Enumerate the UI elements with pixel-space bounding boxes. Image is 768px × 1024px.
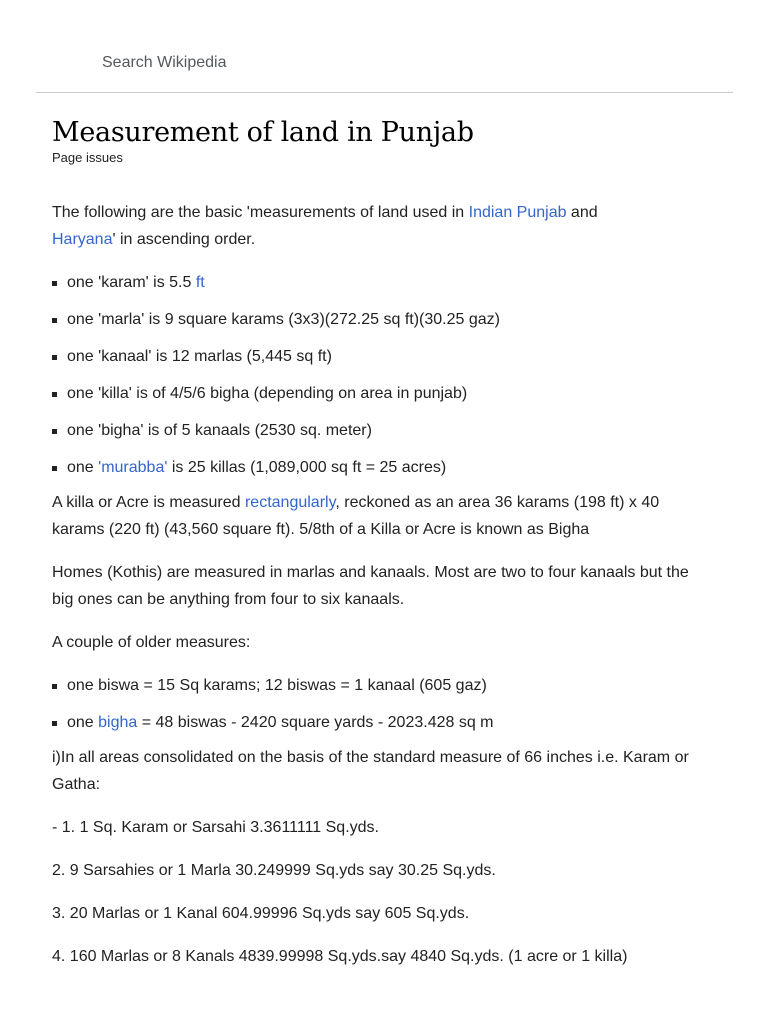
intro-paragraph bbox=[52, 199, 712, 253]
list-item-text: one 'killa' is of 4/5/6 bigha (depending on area in punjab) bbox=[67, 385, 468, 402]
ft-link[interactable]: ft bbox=[195, 274, 205, 291]
list-item-text: one biswa = 15 Sq karams; 12 biswas = 1 kanaal (605 gaz) bbox=[67, 677, 487, 694]
older-measures-heading: A couple of older measures: bbox=[52, 634, 251, 651]
list-item bbox=[52, 454, 712, 481]
murabba-link[interactable]: 'murabba' bbox=[98, 459, 168, 476]
measure-step-4: 4. 160 Marlas or 8 Kanals 4839.99998 Sq.yds.say 4840 Sq.yds. (1 acre or 1 killa) bbox=[52, 948, 628, 965]
list-item-text-post: = 48 biswas - 2420 square yards - 2023.428 sq m bbox=[137, 714, 494, 731]
haryana-link[interactable]: Haryana bbox=[52, 231, 113, 248]
list-item bbox=[52, 380, 712, 407]
list-item bbox=[52, 709, 712, 736]
list-item bbox=[52, 417, 712, 444]
bullet-icon bbox=[52, 429, 57, 434]
list-item-text: one 'marla' is 9 square karams (3x3)(272.25 sq ft)(30.25 gaz) bbox=[67, 311, 500, 328]
bigha-link[interactable]: bigha bbox=[98, 714, 138, 731]
list-item-text-post: is 25 killas (1,089,000 sq ft = 25 acres) bbox=[167, 459, 447, 476]
measure-step-3: 3. 20 Marlas or 1 Kanal 604.99996 Sq.yds say 605 Sq.yds. bbox=[52, 905, 470, 922]
intro-text-1: The following are the basic 'measurements of land used in bbox=[52, 204, 469, 221]
list-item-text: one 'bigha' is of 5 kanaals (2530 sq. meter) bbox=[67, 422, 372, 439]
list-item-text: one bbox=[67, 714, 99, 731]
header-divider bbox=[36, 92, 733, 93]
bullet-icon bbox=[52, 392, 57, 397]
killa-text-2: , reckoned as an area 36 karams (198 ft) x 40 karams (220 ft) (43,560 square ft). 5/8th of a Killa or Acre is known as Bigha bbox=[52, 494, 660, 538]
indian-punjab-link[interactable]: Indian Punjab bbox=[468, 204, 567, 221]
list-item bbox=[52, 306, 712, 333]
measure-step-2: 2. 9 Sarsahies or 1 Marla 30.249999 Sq.yds say 30.25 Sq.yds. bbox=[52, 862, 496, 879]
list-item bbox=[52, 269, 712, 296]
bullet-icon bbox=[52, 721, 57, 726]
homes-paragraph: Homes (Kothis) are measured in marlas and kanaals. Most are two to four kanaals but the big ones can be anything from four to six kanaals. bbox=[52, 564, 689, 608]
intro-text-2: and bbox=[566, 204, 598, 221]
bullet-icon bbox=[52, 355, 57, 360]
consolidated-paragraph: i)In all areas consolidated on the basis of the standard measure of 66 inches i.e. Karam or Gatha: bbox=[52, 749, 689, 793]
list-item-text: one 'karam' is 5.5 bbox=[67, 274, 196, 291]
measure-step-1: - 1. 1 Sq. Karam or Sarsahi 3.3611111 Sq.yds. bbox=[52, 819, 379, 836]
search-input[interactable]: Search Wikipedia bbox=[102, 54, 227, 71]
units-list bbox=[52, 269, 712, 481]
article-content bbox=[52, 112, 712, 970]
older-units-list bbox=[52, 672, 712, 736]
page-issues-link[interactable]: Page issues bbox=[52, 150, 123, 165]
bullet-icon bbox=[52, 318, 57, 323]
list-item-text: one 'kanaal' is 12 marlas (5,445 sq ft) bbox=[67, 348, 332, 365]
killa-paragraph bbox=[52, 489, 712, 543]
header-bar bbox=[0, 0, 768, 93]
killa-text-1: A killa or Acre is measured bbox=[52, 494, 245, 511]
bullet-icon bbox=[52, 684, 57, 689]
intro-text-3: ' in ascending order. bbox=[112, 231, 256, 248]
list-item bbox=[52, 672, 712, 699]
rectangularly-link[interactable]: rectangularly bbox=[244, 494, 336, 511]
bullet-icon bbox=[52, 466, 57, 471]
list-item-text: one bbox=[67, 459, 99, 476]
page-title: Measurement of land in Punjab bbox=[52, 117, 474, 148]
bullet-icon bbox=[52, 281, 57, 286]
list-item bbox=[52, 343, 712, 370]
